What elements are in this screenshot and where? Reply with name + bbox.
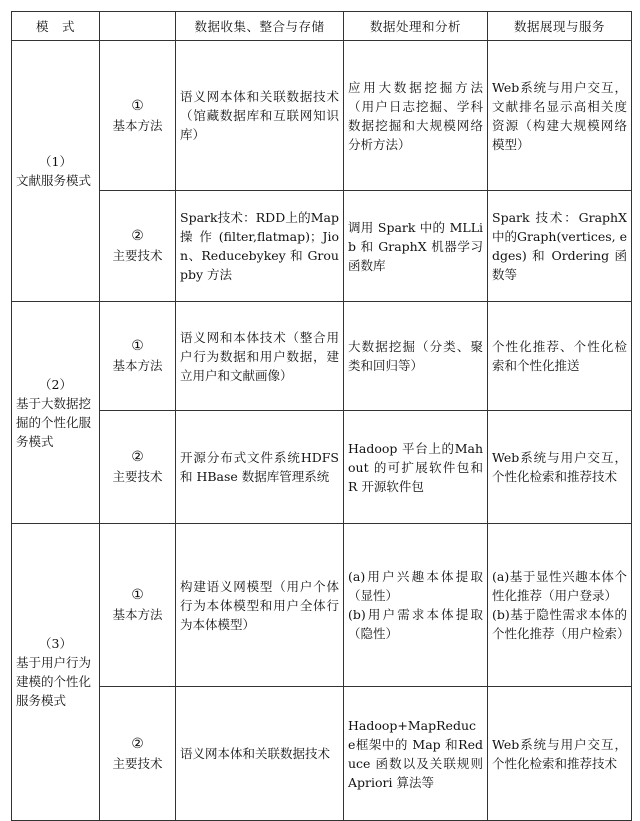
header-collect: 数据收集、整合与存储 — [176, 12, 344, 41]
type-label: 基本方法 — [112, 607, 163, 622]
mode-name: 文献服务模式 — [16, 173, 92, 188]
type-cell — [100, 41, 176, 191]
process-line-a: (a)用户兴趣本体提取（显性） — [348, 569, 483, 603]
type-label: 主要技术 — [112, 469, 163, 484]
type-cell — [100, 191, 176, 302]
header-row — [12, 12, 632, 41]
service-cell — [488, 524, 632, 687]
collect-cell: 构建语义网模型（用户个体行为本体模型和用户全体行为本体模型） — [176, 524, 344, 687]
collect-cell: 语义网本体和关联数据技术 — [176, 687, 344, 821]
mode-comparison-table — [11, 11, 632, 821]
process-cell: 大数据挖掘（分类、聚类和回归等） — [344, 302, 488, 411]
mode-number: （2） — [39, 376, 72, 392]
process-line-b: (b)用户需求本体提取（隐性） — [348, 607, 483, 641]
service-cell: Spark 技术：GraphX中的Graph(vertices, edges) 和 Ordering 函数等 — [488, 191, 632, 302]
table-row — [12, 302, 632, 411]
type-label: 主要技术 — [112, 755, 163, 771]
service-line-b: (b)基于隐性需求本体的个性化推荐（用户检索） — [492, 607, 630, 641]
service-cell: 个性化推荐、个性化检索和个性化推送 — [488, 302, 632, 411]
mode-name: 基于大数据挖掘的个性化服务模式 — [16, 395, 92, 449]
mode-cell — [12, 302, 100, 524]
header-service: 数据展现与服务 — [488, 12, 632, 41]
table-row — [12, 411, 632, 524]
mode-number: （1） — [39, 154, 72, 169]
mode-cell — [12, 524, 100, 821]
type-label: 基本方法 — [112, 117, 163, 133]
type-number: ② — [131, 449, 144, 465]
service-cell: Web系统与用户交互，个性化检索和推荐技术 — [488, 411, 632, 524]
table-row — [12, 524, 632, 687]
mode-cell — [12, 41, 100, 302]
type-number: ① — [131, 338, 144, 354]
collect-cell: 语义网和本体技术（整合用户行为数据和用户数据，建立用户和文献画像） — [176, 302, 344, 411]
header-process: 数据处理和分析 — [344, 12, 488, 41]
process-cell: Hadoop 平台上的Mahout 的可扩展软件包和 R 开源软件包 — [344, 411, 488, 524]
process-cell: 应用大数据挖掘方法（用户日志挖掘、学科数据挖掘和大规模网络分析方法） — [344, 41, 488, 191]
type-cell — [100, 302, 176, 411]
type-number: ② — [131, 735, 144, 752]
type-number: ① — [131, 97, 144, 114]
type-label: 主要技术 — [112, 248, 163, 263]
collect-cell: Spark技术：RDD上的Map操作(filter,flatmap)；Jion、Reducebykey 和 Groupby 方法 — [176, 191, 344, 302]
table-row — [12, 191, 632, 302]
collect-cell: 语义网本体和关联数据技术（馆藏数据库和互联网知识库） — [176, 41, 344, 191]
type-number: ② — [131, 228, 144, 244]
process-cell — [344, 524, 488, 687]
service-cell: Web系统与用户交互，个性化检索和推荐技术 — [488, 687, 632, 821]
header-type — [100, 12, 176, 41]
mode-number: （3） — [39, 636, 72, 651]
service-cell: Web系统与用户交互，文献排名显示高相关度资源（构建大规模网络模型） — [488, 41, 632, 191]
process-cell: 调用 Spark 中的 MLLib 和 GraphX 机器学习函数库 — [344, 191, 488, 302]
type-cell — [100, 524, 176, 687]
type-label: 基本方法 — [112, 358, 163, 373]
mode-name: 基于用户行为建模的个性化服务模式 — [16, 655, 92, 708]
table-row — [12, 687, 632, 821]
type-cell — [100, 687, 176, 821]
service-line-a: (a)基于显性兴趣本体个性化推荐（用户登录） — [492, 569, 627, 603]
type-number: ① — [131, 587, 144, 603]
type-cell — [100, 411, 176, 524]
header-mode: 模 式 — [12, 12, 100, 41]
table-row — [12, 41, 632, 191]
collect-cell: 开源分布式文件系统HDFS 和 HBase 数据库管理系统 — [176, 411, 344, 524]
process-cell: Hadoop+MapReduce框架中的 Map 和Reduce 函数以及关联规则 Apriori 算法等 — [344, 687, 488, 821]
